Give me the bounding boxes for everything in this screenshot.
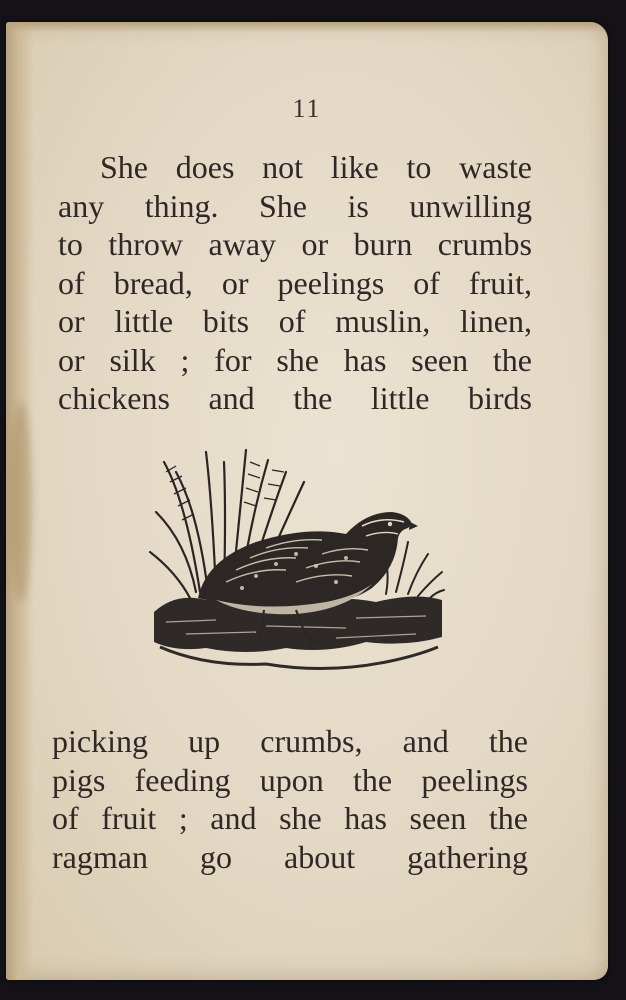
text-line: to throw away or burn crumbs <box>58 226 532 262</box>
text-line: or little bits of muslin, linen, <box>58 303 532 339</box>
text-line: ragman go about gathering <box>52 838 528 875</box>
text-line: pigs feeding upon the peelings <box>52 761 528 798</box>
page-top-edge <box>6 22 608 32</box>
text-line: picking up crumbs, and the <box>52 723 528 759</box>
text-line: of fruit ; and she has seen the <box>52 800 528 836</box>
text-block-top <box>58 148 532 418</box>
text-line: any thing. She is unwilling <box>58 187 532 224</box>
text-line: She does not like to waste <box>100 149 532 185</box>
text-line: chickens and the little birds <box>58 380 532 416</box>
quail-woodcut-icon <box>146 442 448 694</box>
book-page <box>6 22 608 980</box>
text-line: of bread, or peelings of fruit, <box>58 264 532 301</box>
page-number: 11 <box>292 94 322 123</box>
text-line: or silk ; for she has seen the <box>58 341 532 378</box>
text-block-bottom <box>52 722 528 876</box>
page-stain <box>10 402 32 602</box>
